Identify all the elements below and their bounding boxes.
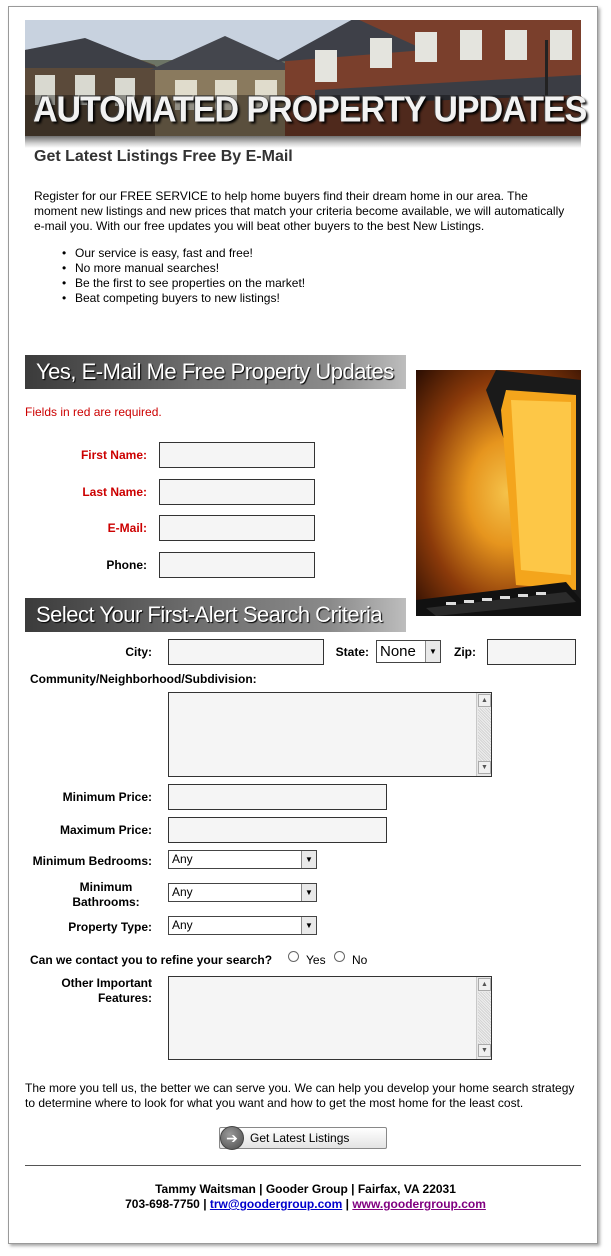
chevron-down-icon[interactable]: ▼ <box>301 917 316 934</box>
max-price-label: Maximum Price: <box>59 823 152 837</box>
intro-paragraph: Register for our FREE SERVICE to help home buyers find their dream home in our area. The moment new listings and new prices that match your criteria become available, we will automatically e-mail you. With our free updates you will beat other buyers to the best New Listings. <box>34 189 565 233</box>
min-bedrooms-value: Any <box>172 852 193 866</box>
first-name-label: First Name: <box>80 448 147 462</box>
property-type-select[interactable] <box>168 916 317 935</box>
footer-contact <box>0 1197 611 1211</box>
city-label: City: <box>125 645 152 659</box>
community-label: Community/Neighborhood/Subdivision: <box>30 672 257 686</box>
min-bathrooms-value: Any <box>172 885 193 899</box>
scroll-up-icon[interactable]: ▲ <box>478 694 491 707</box>
footer-separator: | <box>345 1197 349 1211</box>
min-bathrooms-select[interactable] <box>168 883 317 902</box>
list-item: • No more manual searches! <box>60 261 305 276</box>
contact-yes-radio[interactable] <box>288 951 299 962</box>
laptop-illustration <box>416 370 581 616</box>
city-input[interactable] <box>168 639 324 665</box>
state-select[interactable] <box>376 640 441 663</box>
scroll-down-icon[interactable]: ▼ <box>478 761 491 774</box>
last-name-input[interactable] <box>159 479 315 505</box>
community-scrollbar[interactable] <box>476 693 491 776</box>
chevron-down-icon[interactable]: ▼ <box>425 641 440 662</box>
contact-no-label: No <box>352 953 368 967</box>
state-label: State: <box>335 645 369 659</box>
list-item: • Beat competing buyers to new listings! <box>60 291 305 306</box>
criteria-section-header: Select Your First-Alert Search Criteria <box>25 598 406 632</box>
footer-website-link[interactable]: www.goodergroup.com <box>352 1197 486 1211</box>
email-input[interactable] <box>159 515 315 541</box>
zip-label: Zip: <box>454 645 476 659</box>
scroll-up-icon[interactable]: ▲ <box>478 978 491 991</box>
other-features-scrollbar[interactable] <box>476 977 491 1059</box>
contact-no-radio[interactable] <box>334 951 345 962</box>
phone-input[interactable] <box>159 552 315 578</box>
banner-shadow <box>25 136 581 148</box>
zip-input[interactable] <box>487 639 576 665</box>
min-bedrooms-label: Minimum Bedrooms: <box>32 854 152 868</box>
footer-company: Tammy Waitsman | Gooder Group | Fairfax, VA 22031 <box>155 1182 456 1196</box>
banner-title: AUTOMATED PROPERTY UPDATES <box>33 90 587 130</box>
benefits-list <box>60 246 305 306</box>
min-bathrooms-label-line2: Bathrooms: <box>72 895 140 909</box>
arrow-right-icon: ➔ <box>220 1126 244 1150</box>
required-fields-note: Fields in red are required. <box>25 405 162 419</box>
property-type-label: Property Type: <box>68 920 152 934</box>
submit-button-label: Get Latest Listings <box>250 1131 350 1145</box>
last-name-label: Last Name: <box>82 485 147 499</box>
other-features-textarea[interactable] <box>168 976 492 1060</box>
phone-label: Phone: <box>106 558 147 572</box>
list-item: • Be the first to see properties on the market! <box>60 276 305 291</box>
contact-yes-label: Yes <box>306 953 326 967</box>
state-select-value: None <box>380 643 416 660</box>
footer-phone: 703-698-7750 <box>125 1197 200 1211</box>
footer-email-link[interactable]: trw@goodergroup.com <box>209 1197 343 1211</box>
contact-question-label: Can we contact you to refine your search? <box>30 953 273 967</box>
get-latest-listings-button[interactable] <box>219 1127 387 1149</box>
max-price-input[interactable] <box>168 817 387 843</box>
chevron-down-icon[interactable]: ▼ <box>301 851 316 868</box>
min-bedrooms-select[interactable] <box>168 850 317 869</box>
first-name-input[interactable] <box>159 442 315 468</box>
closing-paragraph: The more you tell us, the better we can serve you. We can help you develop your home search strategy to determine where to look for what you want and how to get the most home for the least cost. <box>25 1081 575 1110</box>
scroll-down-icon[interactable]: ▼ <box>478 1044 491 1057</box>
community-textarea[interactable] <box>168 692 492 777</box>
min-bathrooms-label-line1: Minimum <box>79 880 133 894</box>
chevron-down-icon[interactable]: ▼ <box>301 884 316 901</box>
scroll-track <box>478 708 491 761</box>
email-label: E-Mail: <box>107 521 147 535</box>
page-title: Get Latest Listings Free By E-Mail <box>34 148 293 165</box>
min-bathrooms-label <box>30 880 152 910</box>
list-item: • Our service is easy, fast and free! <box>60 246 305 261</box>
scroll-track <box>478 992 491 1044</box>
other-features-label <box>30 976 152 1006</box>
contact-section-header: Yes, E-Mail Me Free Property Updates <box>25 355 406 389</box>
other-features-label-line2: Features: <box>97 991 152 1005</box>
laptop-image <box>416 370 581 616</box>
property-type-value: Any <box>172 918 193 932</box>
footer-divider <box>25 1165 581 1166</box>
footer-separator: | <box>203 1197 207 1211</box>
other-features-label-line1: Other Important <box>61 976 152 990</box>
min-price-input[interactable] <box>168 784 387 810</box>
min-price-label: Minimum Price: <box>62 790 152 804</box>
